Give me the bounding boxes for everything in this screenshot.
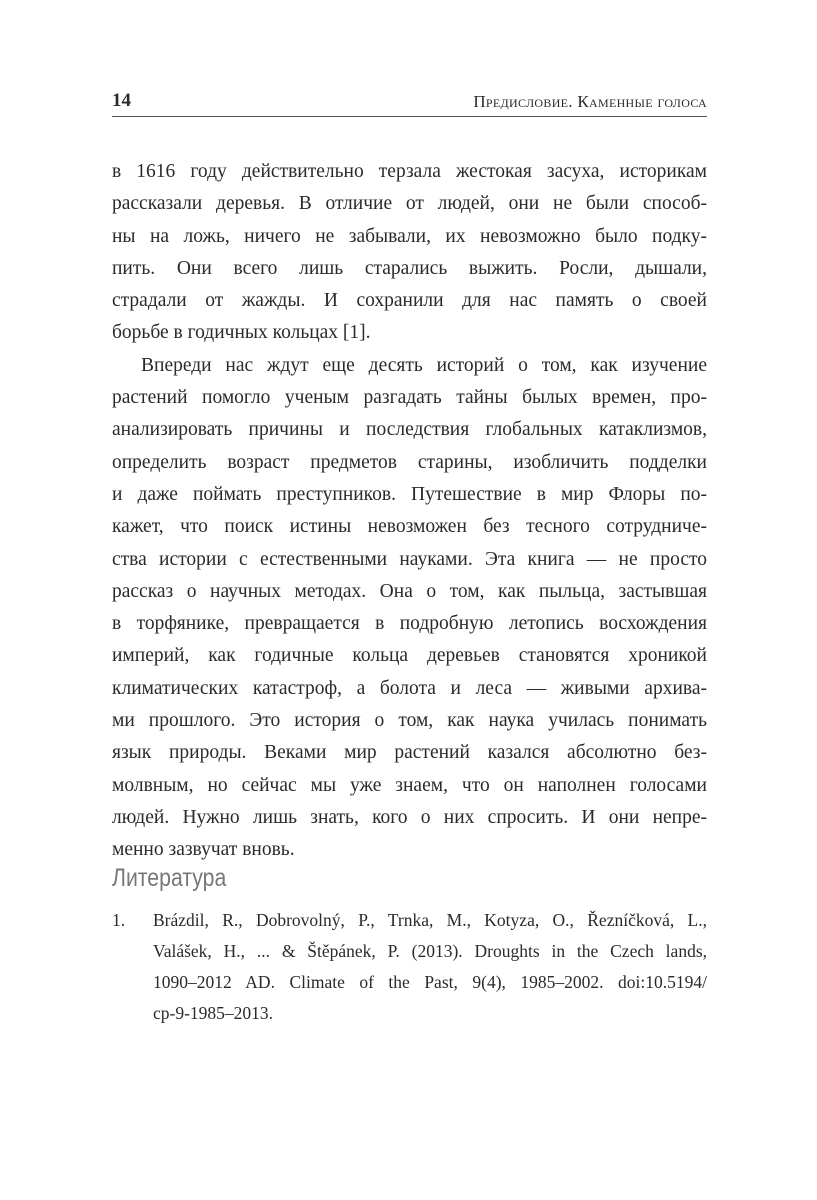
text-line: рассказ о научных методах. Она о том, как пыльца, застывшая	[112, 580, 707, 602]
text-line: молвным, но сейчас мы уже знаем, что он наполнен голосами	[112, 774, 707, 796]
text-line: борьбе в годичных кольцах [1].	[112, 322, 371, 344]
text-line: людей. Нужно лишь знать, кого о них спросить. И они непре-	[112, 806, 707, 828]
text-line: ства истории с естественными науками. Эта книга — не просто	[112, 548, 707, 570]
text-line: растений помогло ученым разгадать тайны былых времен, про-	[112, 387, 707, 409]
text-line: ми прошлого. Это история о том, как наука училась понимать	[112, 710, 707, 732]
text-line: менно зазвучат вновь.	[112, 839, 295, 861]
literature-heading: Литература	[112, 864, 227, 892]
running-title: Предисловие. Каменные голоса	[473, 92, 707, 111]
text-line: империй, как годичные кольца деревьев становятся хроникой	[112, 645, 707, 667]
text-line: анализировать причины и последствия глобальных катаклизмов,	[112, 419, 707, 441]
reference-line: cp-9-1985–2013.	[153, 1003, 274, 1023]
paragraph-2	[112, 350, 707, 867]
text-line: климатических катастроф, а болота и леса — живыми архива-	[112, 677, 707, 699]
text-line: пить. Они всего лишь старались выжить. Росли, дышали,	[112, 257, 707, 279]
text-line: в торфянике, превращается в подробную летопись восхождения	[112, 613, 707, 635]
text-line: страдали от жажды. И сохранили для нас память о своей	[112, 290, 707, 312]
reference-line: Brázdil, R., Dobrovolný, P., Trnka, M., Kotyza, O., Řezníčková, L.,	[153, 910, 707, 930]
text-line: рассказали деревья. В отличие от людей, они не были способ-	[112, 193, 707, 215]
text-line: в 1616 году действительно терзала жестокая засуха, историкам	[112, 161, 707, 182]
text-line: Впереди нас ждут еще десять историй о том, как изучение	[141, 354, 707, 376]
text-line: ны на ложь, ничего не забывали, их невозможно было подку-	[112, 225, 707, 247]
page-number: 14	[112, 90, 131, 111]
reference-item	[112, 905, 707, 1029]
body-text	[112, 156, 707, 867]
text-line: определить возраст предметов старины, изобличить подделки	[112, 451, 707, 473]
text-line: кажет, что поиск истины невозможен без тесного сотрудниче-	[112, 516, 707, 538]
text-line: и даже поймать преступников. Путешествие в мир Флоры по-	[112, 483, 707, 505]
reference-line: 1090–2012 AD. Climate of the Past, 9(4), 1985–2002. doi:10.5194/	[153, 972, 707, 992]
paragraph-1	[112, 156, 707, 350]
reference-line: Valášek, H., ... & Štěpánek, P. (2013). Droughts in the Czech lands,	[153, 941, 707, 961]
text-line: язык природы. Веками мир растений казался абсолютно без-	[112, 742, 707, 764]
reference-number: 1.	[112, 910, 126, 930]
page-header	[112, 88, 707, 117]
